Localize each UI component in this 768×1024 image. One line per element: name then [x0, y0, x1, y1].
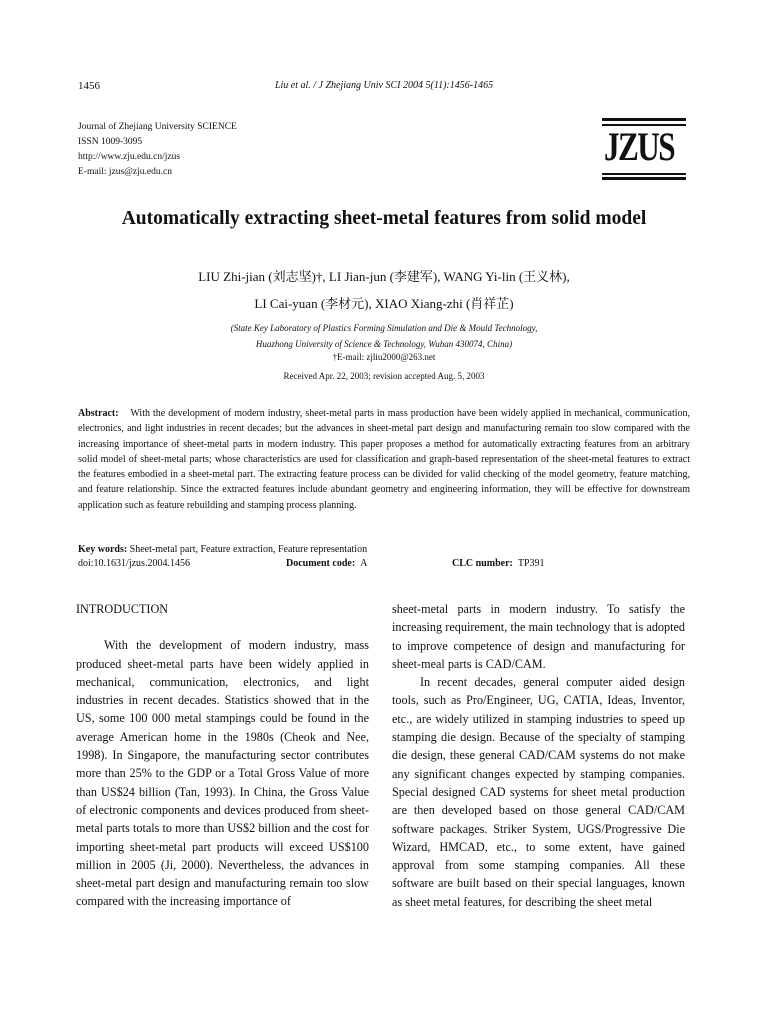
- meta-row: [78, 558, 690, 573]
- right-column: [392, 600, 685, 911]
- journal-name: Journal of Zhejiang University SCIENCE: [78, 122, 237, 132]
- keywords: [78, 542, 690, 557]
- journal-issn: ISSN 1009-3095: [78, 137, 143, 147]
- clc-number: [452, 558, 545, 569]
- document-code: [286, 558, 367, 569]
- intro-paragraph-3: In recent decades, general computer aided design tools, such as Pro/Engineer, UG, CATIA, Ideas, Inventor, etc., are widely utilized in stamping industries to speed up stamping die design. Because of the specialty of stamping die design, these general CAD/CAM systems do not make any significant changes expected by stamping companies. Special designed CAD systems for sheet metal production are then developed based on those general CAD/CAM software packages. Striker System, UGS/Progressive Die Wizard, HMCAD, etc., to some extent, have gained approval from some stamping companies. All these software are built based on their special languages, known as sheet metal features, for describing the sheet metal: [392, 675, 685, 909]
- paper-title: Automatically extracting sheet-metal features from solid model: [121, 208, 647, 229]
- corresponding-email[interactable]: †E-mail: zjliu2000@263.net: [332, 352, 436, 362]
- affiliation-line-2: Huazhong University of Science & Technology, Wuhan 430074, China): [255, 339, 513, 349]
- abstract-text: With the development of modern industry, sheet-metal parts in mass production have been widely applied in mechanical, communication, electronics, and light industries in recent decades; but the advances in sheet-metal part design and manufacturing remain too slow compared with the increasing importance of sheet-metal parts in modern industry. This paper proposes a method for automatically extracting features from an arbitrary solid model of sheet-metal parts; whose characteristics are used for classification and graph-based representation of the sheet-metal features to extract the features embodied in a sheet-metal part. The extracting feature process can be divided for valid checking of the model geometry, feature matching, and feature relationship. Since the extracted features include abundant geometry and engineering information, they will be effective for downstream application such as feature rebuilding and stamping process planning.: [78, 408, 690, 511]
- running-header: Liu et al. / J Zhejiang Univ SCI 2004 5(11):1456-1465: [274, 80, 494, 91]
- received-date: Received Apr. 22, 2003; revision accepted Aug. 5, 2003: [283, 371, 485, 381]
- left-column: [76, 600, 369, 911]
- abstract: [78, 406, 690, 513]
- document-code-label: Document code:: [286, 558, 356, 569]
- authors-line-2: LI Cai-yuan (李材元), XIAO Xiang-zhi (肖祥芷): [254, 296, 514, 311]
- affiliation-line-1: (State Key Laboratory of Plastics Forming Simulation and Die & Mould Technology,: [230, 323, 538, 333]
- intro-paragraph-1: With the development of modern industry, mass produced sheet-metal parts have been widely applied in mechanical, communication, electronics, and light industries in recent decades. Statistics showed that in the US, some 100 000 metal stampings could be found in the average American home in the 1980s (Cheok and Nee, 1998). In Singapore, the manufacturing sector contributes more than 25% to the GDP or a Total Gross Value of more than US$24 billion (Tan, 1993). In China, the Gross Value of electronic components and devices produced from sheet-metal parts totals to more than US$2 billion and the cost for importing sheet-metal part products will exceed US$100 million in 2005 (Ji, 2000). Nevertheless, the advances in sheet-metal part design and manufacturing remain too slow compared with the increasing importance of: [76, 638, 369, 909]
- journal-email[interactable]: E-mail: jzus@zju.edu.cn: [78, 167, 172, 177]
- journal-info: [78, 120, 237, 180]
- logo-text: JZUS: [604, 124, 675, 169]
- page-number: 1456: [78, 80, 100, 92]
- clc-value: TP391: [517, 558, 545, 569]
- journal-url[interactable]: http://www.zju.edu.cn/jzus: [78, 152, 181, 162]
- document-code-value: A: [360, 558, 368, 569]
- jzus-logo: [602, 118, 686, 180]
- abstract-label: Abstract:: [78, 408, 119, 419]
- clc-label: CLC number:: [452, 558, 513, 569]
- section-heading: INTRODUCTION: [76, 602, 169, 616]
- keywords-text: Sheet-metal part, Feature extraction, Feature representation: [129, 544, 368, 555]
- intro-paragraph-2: sheet-metal parts in modern industry. To satisfy the increasing requirement, the main technology that is adopted to improve competence of design and manufacturing for sheet-meal parts is CAD/CAM.: [392, 602, 685, 671]
- keywords-label: Key words:: [78, 544, 128, 555]
- affiliation: [0, 320, 768, 352]
- doi[interactable]: doi:10.1631/jzus.2004.1456: [78, 558, 190, 569]
- authors-line-1: LIU Zhi-jian (刘志坚)†, LI Jian-jun (李建军), WANG Yi-lin (王义林),: [198, 269, 570, 284]
